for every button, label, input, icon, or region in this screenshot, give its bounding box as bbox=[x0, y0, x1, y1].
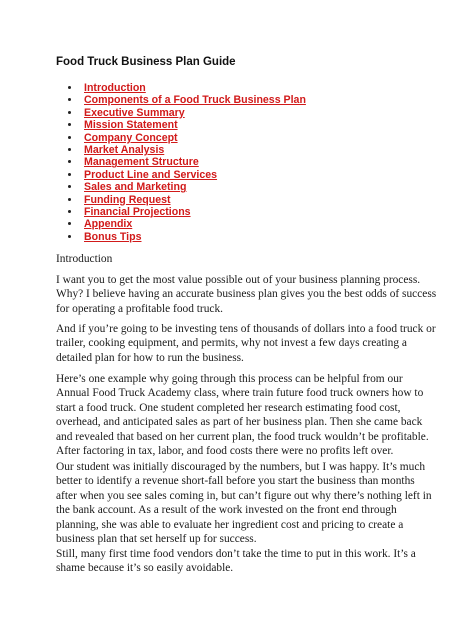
toc-item bbox=[56, 81, 306, 93]
paragraph-line: Here’s one example why going through this process can be helpful from our bbox=[56, 373, 403, 385]
bullet-icon bbox=[68, 222, 71, 225]
paragraph-4 bbox=[56, 460, 436, 546]
toc-link[interactable]: Funding Request bbox=[84, 193, 171, 206]
toc-item bbox=[56, 143, 306, 155]
paragraph-line: Still, many first time food vendors don’t take the time to put in this work. It’s a bbox=[56, 548, 416, 560]
toc-link[interactable]: Company Concept bbox=[84, 131, 178, 144]
toc-link[interactable]: Market Analysis bbox=[84, 143, 165, 156]
toc-link[interactable]: Management Structure bbox=[84, 156, 199, 169]
paragraph-line: planning, she was able to evaluate her ingredient cost and pricing to create a bbox=[56, 518, 404, 531]
toc-item bbox=[56, 193, 306, 205]
paragraph-line: overhead, and anticipated sales as part of her business plan. Then she came back bbox=[56, 416, 423, 429]
toc-item bbox=[56, 106, 306, 118]
toc-link[interactable]: Sales and Marketing bbox=[84, 181, 187, 194]
toc-item bbox=[56, 168, 306, 180]
toc-link[interactable]: Executive Summary bbox=[84, 106, 185, 119]
paragraph-line: Our student was initially discouraged by the numbers, but I was happy. It’s much bbox=[56, 461, 426, 473]
toc-item bbox=[56, 93, 306, 105]
toc-link[interactable]: Financial Projections bbox=[84, 205, 191, 218]
toc-item bbox=[56, 180, 306, 192]
paragraph-line: start a food truck. One student completed her research estimating food cost, bbox=[56, 401, 401, 414]
bullet-icon bbox=[68, 111, 71, 114]
paragraph-5 bbox=[56, 547, 436, 576]
paragraph-2 bbox=[56, 322, 436, 365]
toc-item bbox=[56, 131, 306, 143]
bullet-icon bbox=[68, 123, 71, 126]
paragraph-line: shame because it’s so easily avoidable. bbox=[56, 562, 234, 575]
bullet-icon bbox=[68, 86, 71, 89]
section-heading: Introduction bbox=[56, 253, 113, 265]
paragraph-line: trailer, cooking equipment, and permits, why not invest a few days creating a bbox=[56, 337, 407, 350]
paragraph-line: the bank account. As a result of the work invested on the front end through bbox=[56, 504, 397, 517]
bullet-icon bbox=[68, 185, 71, 188]
toc-item bbox=[56, 205, 306, 217]
bullet-icon bbox=[68, 198, 71, 201]
toc-link[interactable]: Appendix bbox=[84, 218, 133, 231]
paragraph-line: detailed plan for how to run the business. bbox=[56, 351, 244, 364]
bullet-icon bbox=[68, 148, 71, 151]
bullet-icon bbox=[68, 210, 71, 213]
paragraph-line: after when you see sales coming in, but can’t figure out why there’s nothing left in bbox=[56, 489, 432, 502]
toc-item bbox=[56, 155, 306, 167]
paragraph-line: for operating a profitable food truck. bbox=[56, 302, 223, 315]
paragraph-line: I want you to get the most value possible out of your business planning process. bbox=[56, 274, 421, 286]
paragraph-line: Why? I believe having an accurate business plan gives you the best odds of success bbox=[56, 288, 437, 301]
paragraph-line: Annual Food Truck Academy class, where train future food truck owners how to bbox=[56, 387, 424, 400]
toc-link[interactable]: Components of a Food Truck Business Plan bbox=[84, 94, 306, 107]
paragraph-3 bbox=[56, 372, 436, 458]
paragraph-1 bbox=[56, 273, 436, 316]
toc-link[interactable]: Product Line and Services bbox=[84, 168, 218, 181]
toc-item bbox=[56, 230, 306, 242]
toc-link[interactable]: Introduction bbox=[84, 82, 146, 94]
paragraph-line: After factoring in tax, labor, and food costs there were no profits left over. bbox=[56, 445, 394, 458]
toc-item bbox=[56, 118, 306, 130]
toc-link[interactable]: Bonus Tips bbox=[84, 230, 142, 243]
bullet-icon bbox=[68, 235, 71, 238]
bullet-icon bbox=[68, 136, 71, 139]
bullet-icon bbox=[68, 98, 71, 101]
toc-link[interactable]: Mission Statement bbox=[84, 119, 178, 132]
bullet-icon bbox=[68, 160, 71, 163]
bullet-icon bbox=[68, 173, 71, 176]
paragraph-line: And if you’re going to be investing tens of thousands of dollars into a food truck or bbox=[56, 323, 436, 335]
paragraph-line: better to identify a revenue short-fall before you start the business than months bbox=[56, 475, 415, 488]
document-title: Food Truck Business Plan Guide bbox=[56, 56, 236, 68]
table-of-contents bbox=[56, 81, 306, 242]
toc-item bbox=[56, 217, 306, 229]
paragraph-line: business plan that set herself up for success. bbox=[56, 533, 257, 546]
paragraph-line: and revealed that based on her current plan, the food truck wouldn’t be profitable. bbox=[56, 430, 429, 443]
